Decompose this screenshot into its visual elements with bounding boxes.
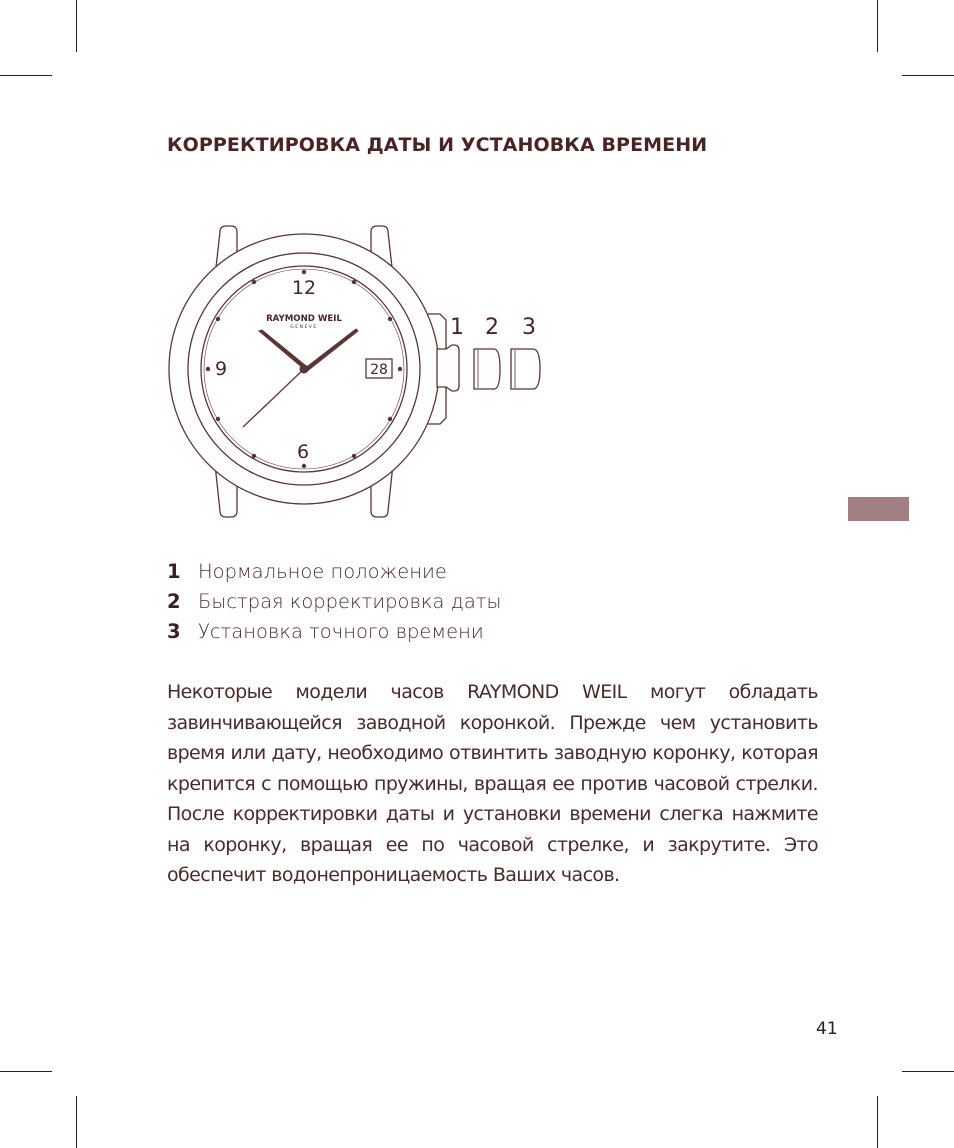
numeral-12: 12 [291,277,317,299]
crop-mark [877,1096,878,1148]
list-item [167,616,501,646]
list-item [167,586,501,616]
crown-label-3: 3 [522,315,536,340]
list-item-label: Быстрая корректировка даты [198,589,502,613]
numeral-6: 6 [296,441,310,463]
list-item-number: 3 [167,619,181,643]
numeral-9: 9 [214,358,228,380]
page-number: 41 [816,1019,838,1039]
list-item-number: 1 [167,559,181,583]
list-item [167,556,501,586]
list-item-label: Установка точного времени [198,619,484,643]
date-value: 28 [370,362,388,378]
crop-mark [877,0,878,52]
crop-mark [902,75,954,76]
brand-logo: RAYMOND WEIL [266,314,342,324]
crown-label-1: 1 [450,315,464,340]
crop-mark [0,1071,52,1072]
crown-position-list [167,556,501,646]
crown-position-1 [437,345,459,391]
section-tab-marker [848,497,909,521]
watch-illustration [160,218,560,523]
instructions-paragraph: Некоторые модели часов RAYMOND WEIL могут обладать завинчивающейся заводной коронкой. Прежде чем установить время или дату, необходимо отвинтить заводную коронку, которая крепится с помощью пружины, вращая ее против часовой стрелки. После корректировки даты и установки времени слегка нажмите на коронку, вращая ее по часовой стрелке, и закрутите. Это обеспечит водонепроницаемость Ваших часов. [167,681,818,886]
brand-subtitle: GENEVE [290,325,318,330]
crop-mark [902,1071,954,1072]
center-pin [300,365,308,373]
list-item-number: 2 [167,589,181,613]
crop-mark [76,0,77,52]
page-title: КОРРЕКТИРОВКА ДАТЫ И УСТАНОВКА ВРЕМЕНИ [167,134,708,156]
crown-label-2: 2 [485,315,499,340]
crop-mark [0,75,52,76]
list-item-label: Нормальное положение [198,559,447,583]
crop-mark [76,1096,77,1148]
